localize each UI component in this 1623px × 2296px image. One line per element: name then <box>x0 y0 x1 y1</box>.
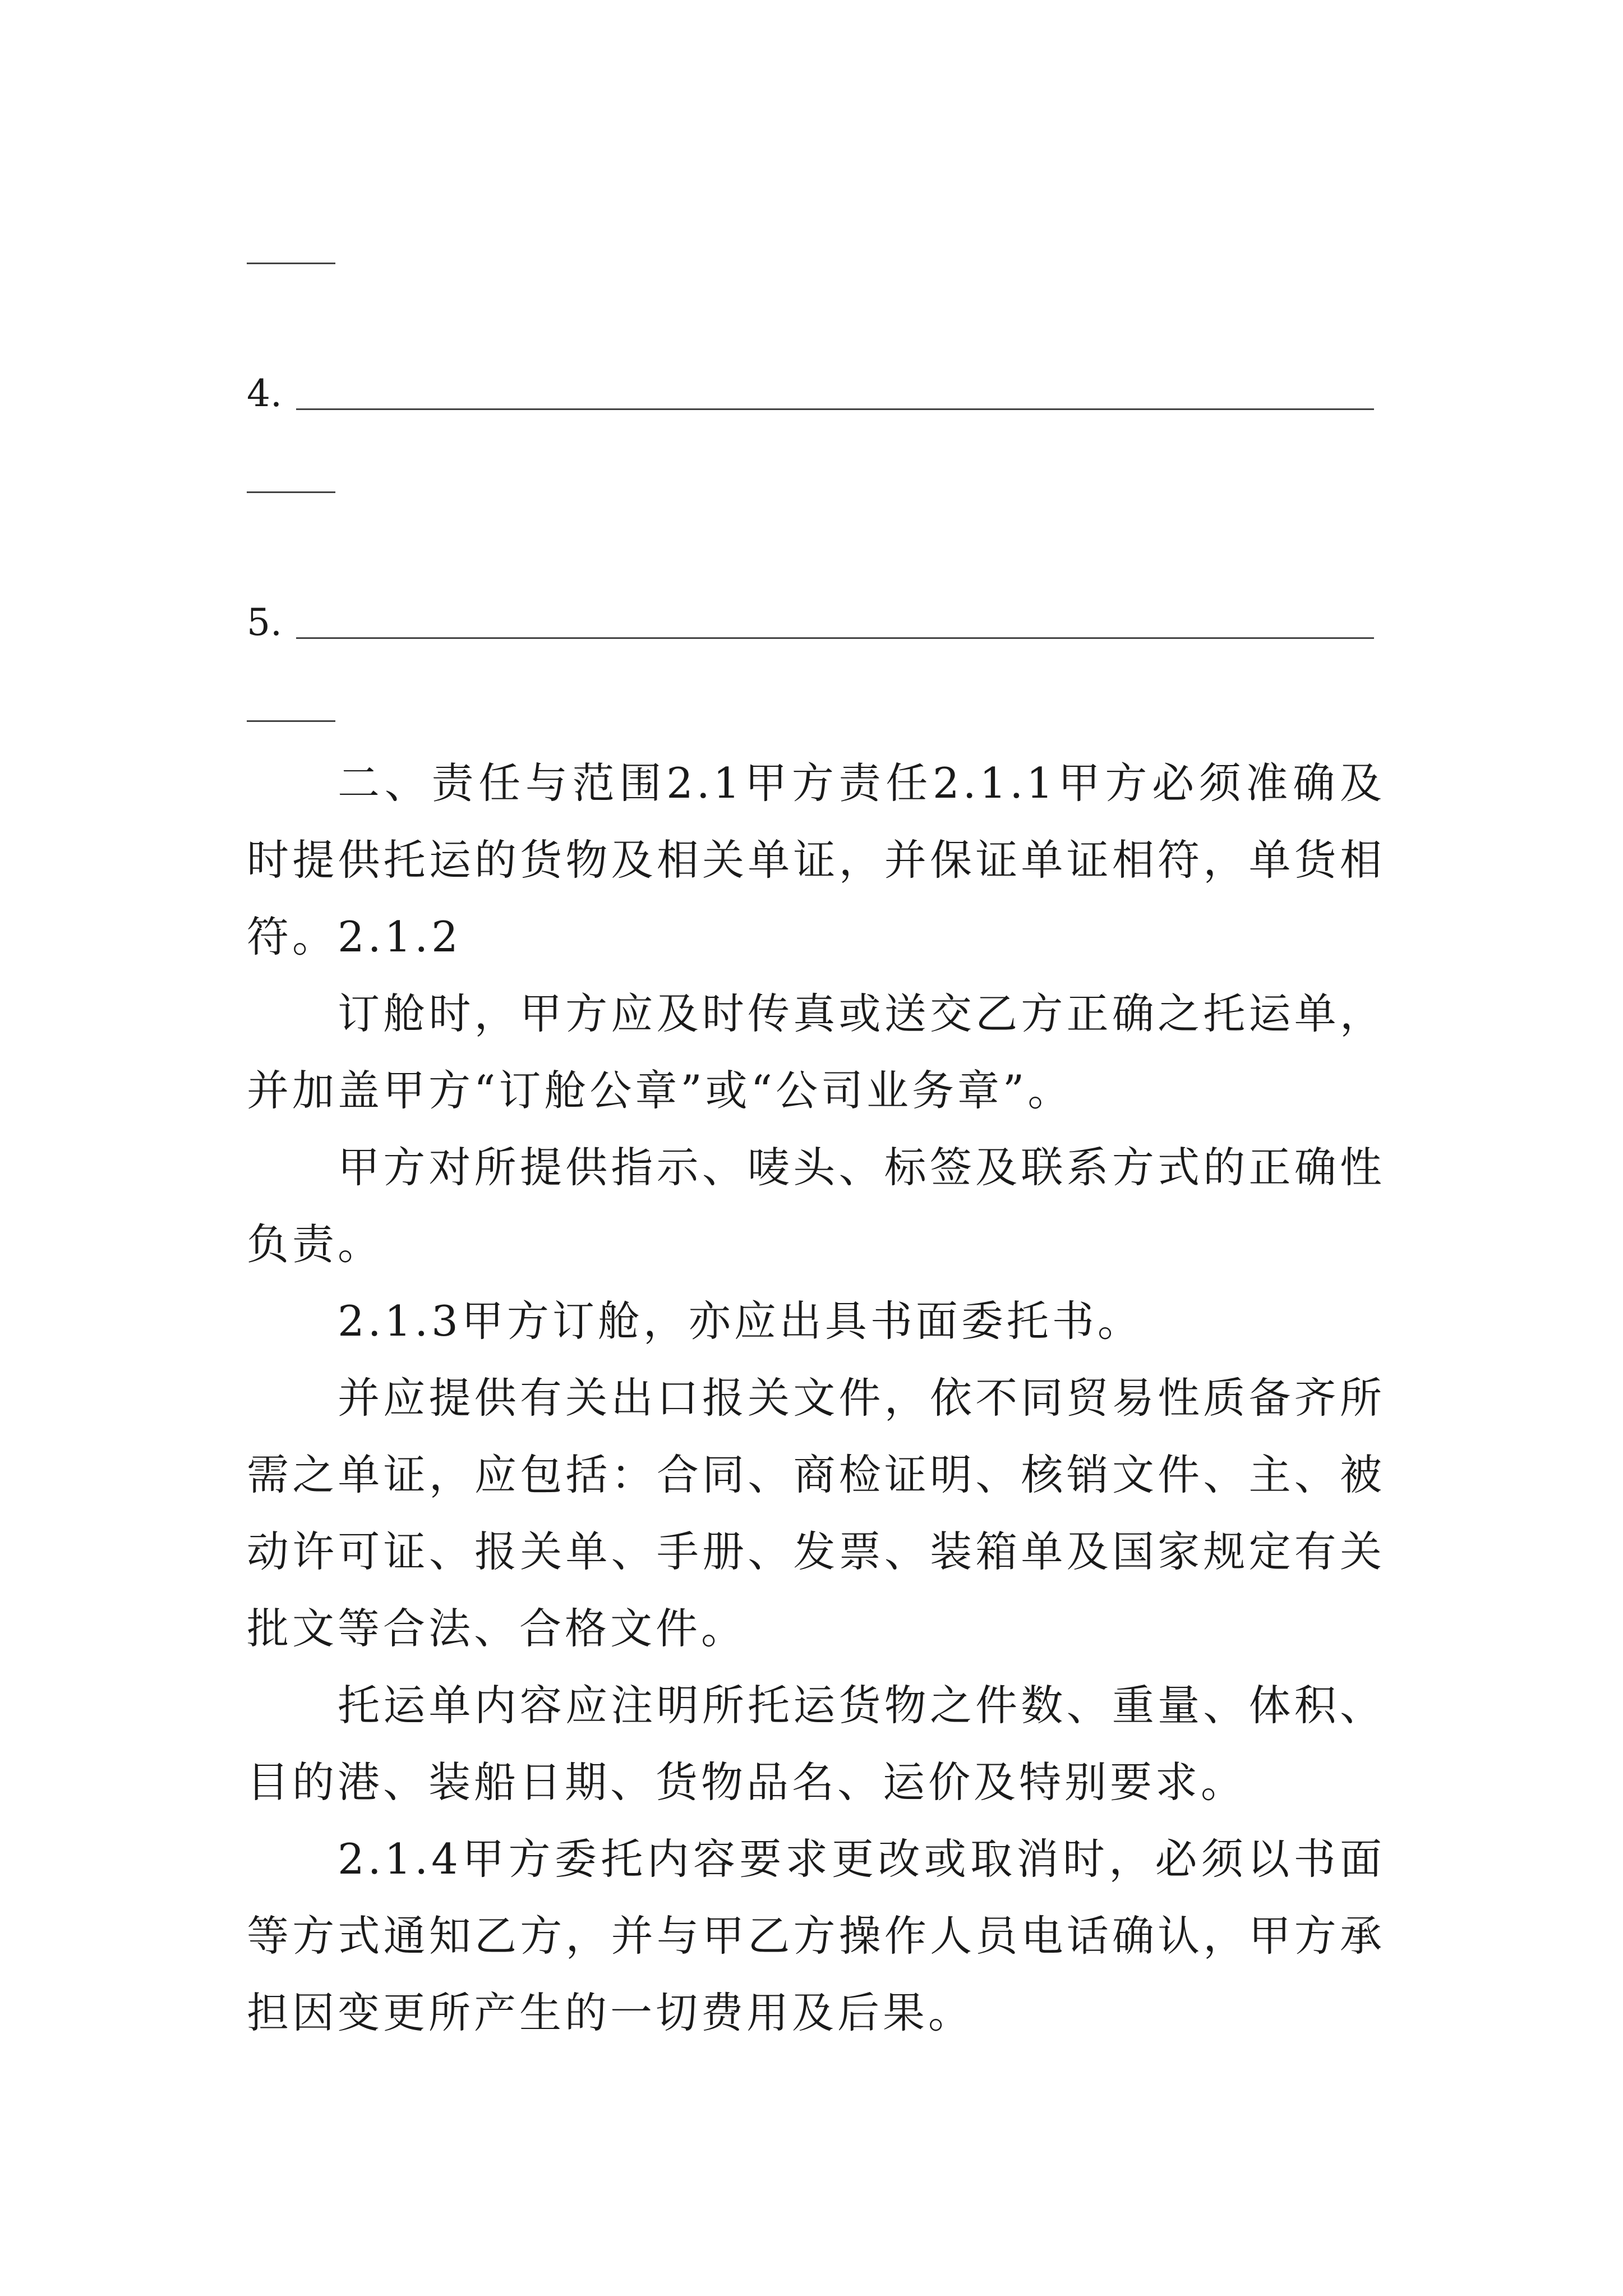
blank-line-continuation <box>247 263 335 264</box>
paragraph: 甲方对所提供指示、唛头、标签及联系方式的正确性负责。 <box>247 1143 1385 1269</box>
paragraph: 2.1.3甲方订舱，亦应出具书面委托书。 <box>338 1296 1143 1346</box>
numbered-blank-item-5 <box>247 599 1374 646</box>
numbered-blank-item-4 <box>247 370 1374 417</box>
paragraph: 订舱时，甲方应及时传真或送交乙方正确之托运单，并加盖甲方“订舱公章”或“公司业务章”。 <box>247 989 1385 1115</box>
blank-line-continuation <box>247 491 335 493</box>
item-number: 5. <box>247 601 282 644</box>
paragraph-clause-number: 2.1.2 <box>338 912 462 961</box>
paragraph: 2.1.4甲方委托内容要求更改或取消时，必须以书面等方式通知乙方，并与甲乙方操作人员电话确认，甲方承担因变更所产生的一切费用及后果。 <box>247 1834 1385 2037</box>
item-number: 4. <box>247 372 282 415</box>
paragraph: 并应提供有关出口报关文件，依不同贸易性质备齐所需之单证，应包括：合同、商检证明、核销文件、主、被动许可证、报关单、手册、发票、装箱单及国家规定有关批文等合法、合格文件。 <box>247 1373 1385 1653</box>
paragraph-section-heading: 二、责任与范围2.1甲方责任2.1.1甲方必须准确及时提供托运的货物及相关单证，并保证单证相符，单货相符。 <box>247 758 1385 961</box>
blank-line <box>296 408 1374 410</box>
paragraph: 托运单内容应注明所托运货物之件数、重量、体积、目的港、装船日期、货物品名、运价及特别要求。 <box>247 1681 1385 1807</box>
blank-line-continuation <box>247 720 335 722</box>
blank-line <box>296 637 1374 639</box>
